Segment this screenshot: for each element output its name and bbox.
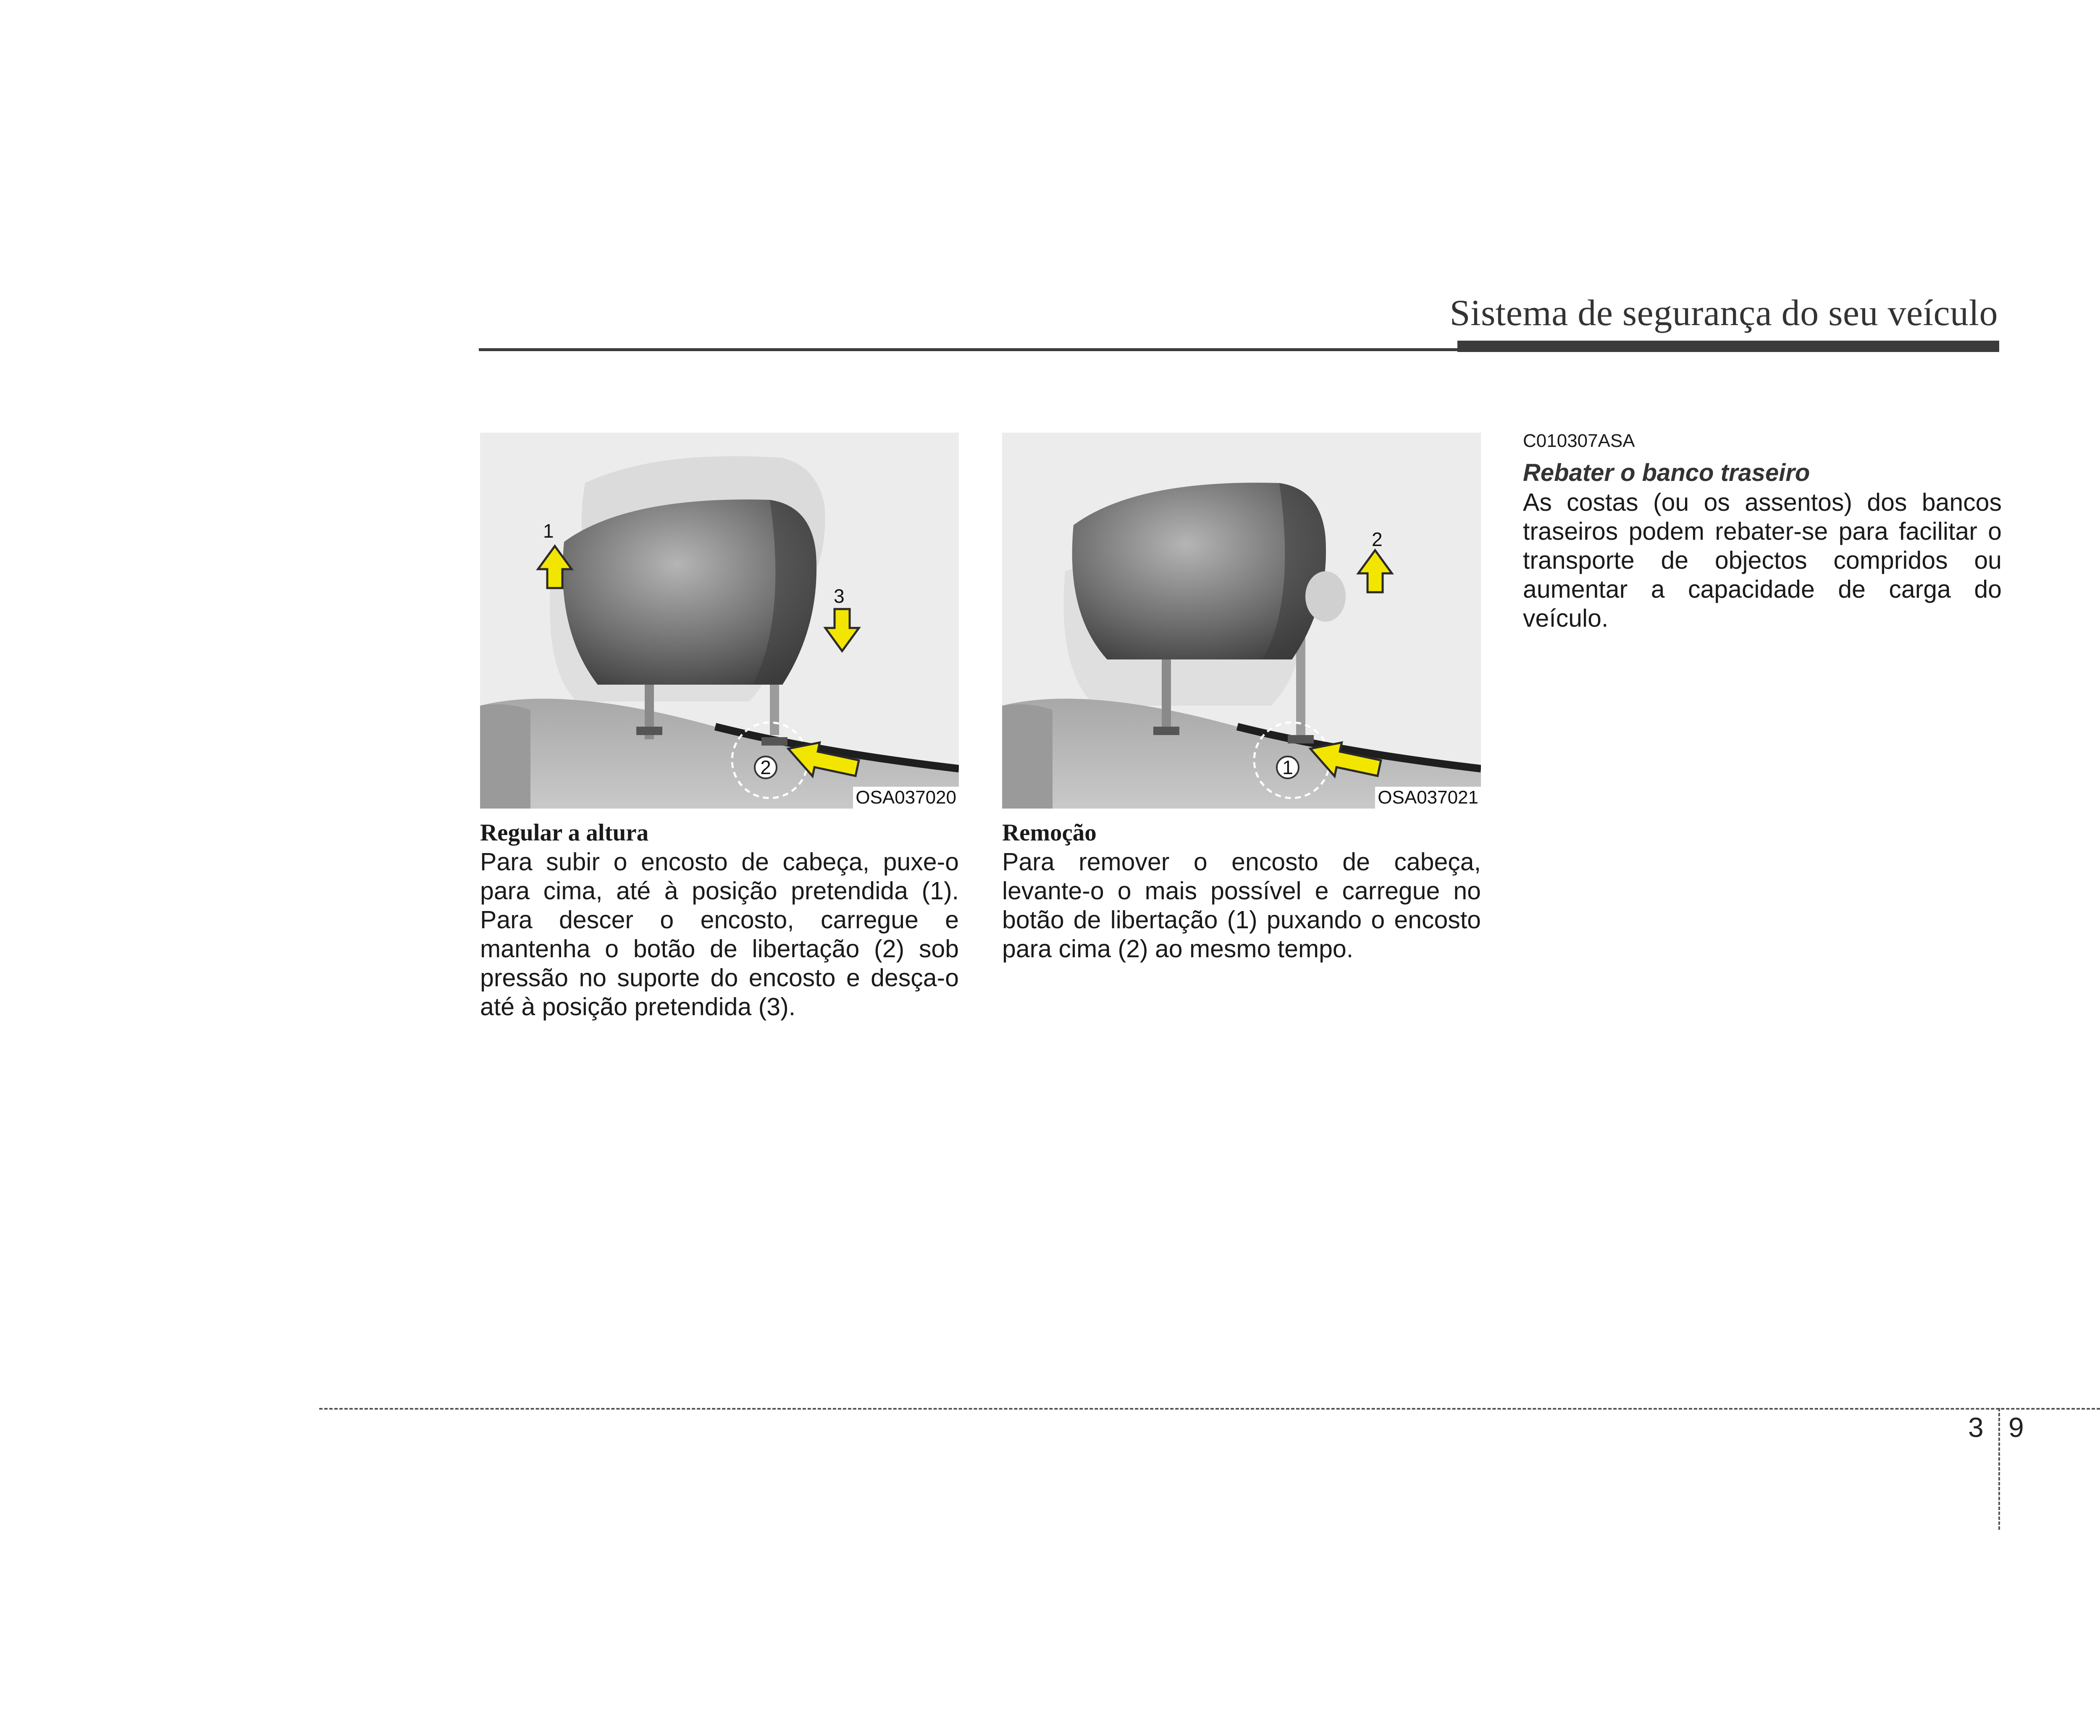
footer-dashed-divider (1998, 1408, 2000, 1530)
arrow-down-icon (825, 609, 859, 651)
paragraph-fold-rear-seat: As costas (ou os assentos) dos bancos traseiros podem rebater-se para facilitar o transporte de objectos compridos ou aumentar a capacidade de carga do veículo. (1523, 488, 2002, 632)
paragraph-height-adjustment: Para subir o encosto de cabeça, puxe-o para cima, até à posição pretendida (1). Para descer o encosto, carregue e mantenha o botão de libertação (2) sob pressão no suporte do encosto e desça-o até à posição pretendida (3). (480, 848, 959, 1021)
reference-code: C010307ASA (1523, 431, 1635, 451)
figure-removal (1002, 433, 1481, 809)
header-rule-accent (1457, 341, 1999, 352)
chapter-number: 3 (1968, 1412, 1984, 1443)
callout-1: 1 (1282, 756, 1293, 778)
section-fold-rear-seat (1523, 428, 2002, 633)
callout-2: 2 (1372, 528, 1383, 550)
figure-height-adjustment (480, 433, 959, 809)
section-height-adjustment (480, 818, 959, 1022)
paragraph-removal: Para remover o encosto de cabeça, levante-o o mais possível e carregue no botão de libertação (1) puxando o encosto para cima (2) ao mesmo tempo. (1002, 848, 1481, 963)
callout-2: 2 (760, 756, 771, 778)
headrest-removal-illustration (1002, 433, 1481, 809)
headrest-height-illustration (480, 433, 959, 809)
page-number: 9 (2008, 1412, 2024, 1443)
figure-code: OSA037021 (1375, 787, 1481, 809)
heading-height-adjustment: Regular a altura (480, 819, 649, 846)
footer-dashed-rule (319, 1408, 2100, 1410)
heading-fold-rear-seat: Rebater o banco traseiro (1523, 459, 1810, 486)
figure-code: OSA037020 (853, 787, 959, 809)
callout-3: 3 (834, 585, 845, 607)
section-removal (1002, 818, 1481, 964)
section-title: Sistema de segurança do seu veículo (1449, 293, 1998, 334)
callout-1: 1 (543, 520, 554, 542)
heading-removal: Remoção (1002, 819, 1097, 846)
arrow-up-icon (1358, 550, 1392, 592)
